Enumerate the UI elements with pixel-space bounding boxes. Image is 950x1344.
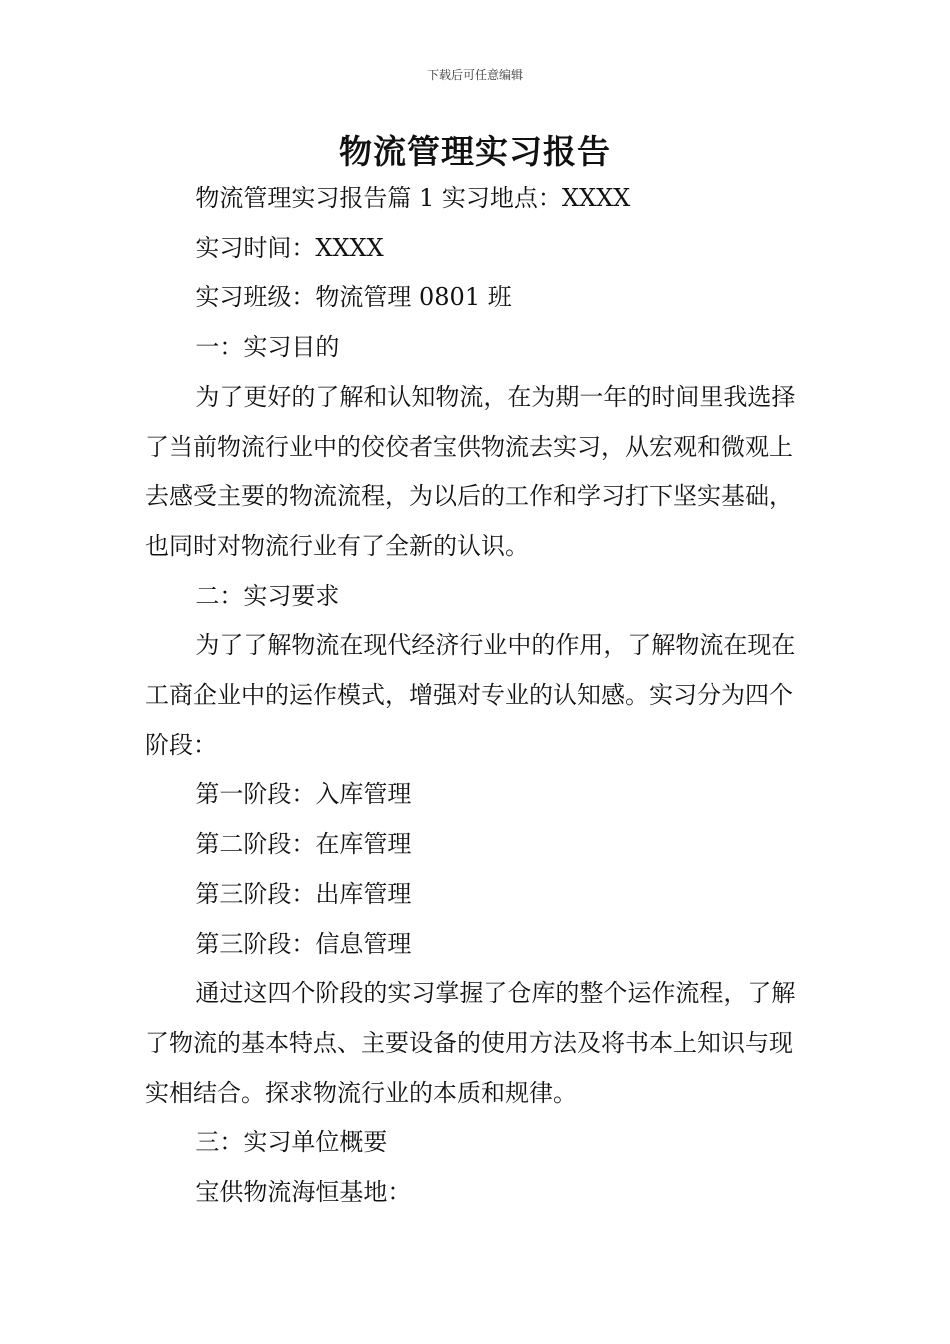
stage-item: 第一阶段：入库管理 <box>195 780 412 809</box>
document-body <box>145 174 810 1218</box>
document-title: 物流管理实习报告 <box>339 132 611 171</box>
paragraph-summary: 通过这四个阶段的实习掌握了仓库的整个运作流程，了解了物流的基本特点、主要设备的使用方法及将书本上知识与现实相结合。探求物流行业的本质和规律。 <box>145 979 796 1107</box>
stage-item: 第二阶段：在库管理 <box>195 830 412 859</box>
paragraph-purpose: 为了更好的了解和认知物流，在为期一年的时间里我选择了当前物流行业中的佼佼者宝供物流去实习，从宏观和微观上去感受主要的物流流程，为以后的工作和学习打下坚实基础，也同时对物流行业有了全新的认识。 <box>145 382 796 560</box>
paragraph-location: 物流管理实习报告篇 1 实习地点：XXXX <box>195 184 631 212</box>
paragraph-class: 实习班级：物流管理 0801 班 <box>195 283 512 312</box>
section-heading-requirements: 二：实习要求 <box>195 581 340 610</box>
stage-item: 第三阶段：出库管理 <box>195 879 412 908</box>
paragraph-time: 实习时间：XXXX <box>195 233 384 262</box>
paragraph-requirements: 为了了解物流在现代经济行业中的作用，了解物流在现在工商企业中的运作模式，增强对专业的认知感。实习分为四个阶段： <box>145 631 796 759</box>
paragraph-company-base: 宝供物流海恒基地： <box>195 1178 412 1207</box>
stage-item: 第三阶段：信息管理 <box>195 929 412 958</box>
header-note: 下载后可任意编辑 <box>426 68 523 82</box>
section-heading-purpose: 一：实习目的 <box>195 333 340 362</box>
section-heading-company: 三：实习单位概要 <box>195 1128 388 1157</box>
